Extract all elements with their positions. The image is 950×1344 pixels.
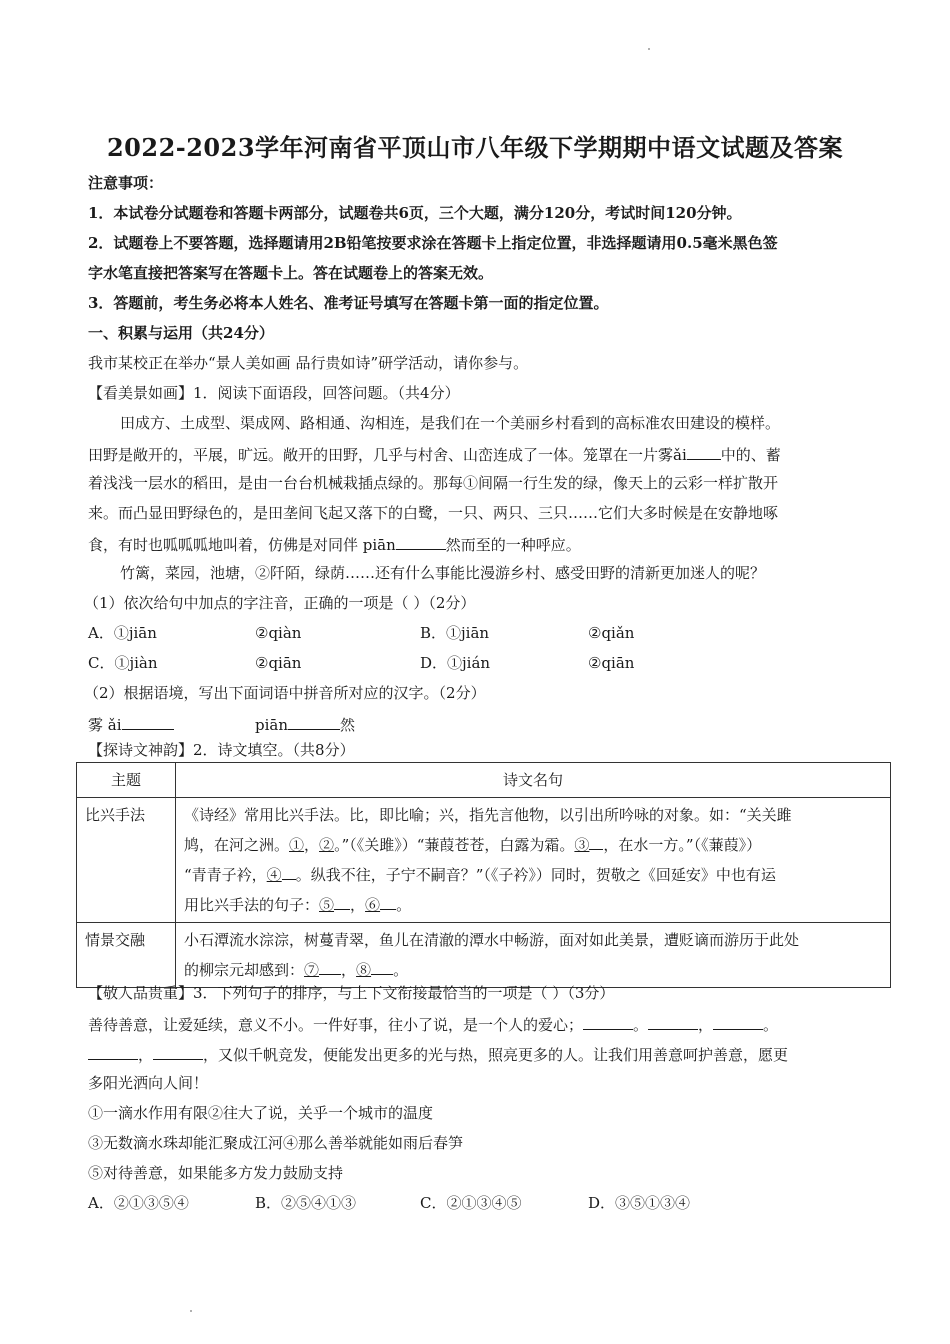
option-a-2: ②qiàn — [255, 624, 302, 642]
row1-end: 。 — [396, 896, 412, 914]
q3-line-1: 善待善意，让爱延续，意义不小。一件好事，往小了说，是一个人的爱心； 。 ， 。 — [88, 1013, 778, 1035]
option-d-2: ②qiān — [588, 654, 635, 672]
blank-5: ⑤ — [319, 896, 335, 914]
q3-option-b: B．②⑤④①③ — [255, 1194, 357, 1212]
q1-para-line-1: 田成方、土成型、渠成网、路相通、沟相连，是我们在一个美丽乡村看到的高标准农田建设的模样。 — [120, 414, 781, 432]
option-a: A．①jiān — [88, 624, 157, 642]
q1-para-line-2 — [88, 443, 781, 465]
blank-8: ⑧ — [356, 961, 372, 979]
row1-sep-2: ， — [350, 896, 366, 914]
blank-1: ① — [289, 836, 305, 854]
section1-intro: 我市某校正在举办“景人美如画 品行贵如诗”研学活动，请你参与。 — [88, 354, 529, 372]
q1-sub1: （1）依次给句中加点的字注音，正确的一项是（ ）（2分） — [84, 594, 476, 612]
q1-para-line-4: 来。而凸显田野绿色的，是田垄间飞起又落下的白鹭，一只、两只、三只……它们大多时候是在安静地啄 — [88, 504, 779, 522]
option-b-2: ②qiǎn — [588, 624, 635, 642]
row-text-qingjing — [176, 923, 891, 988]
row2-text-b: 的柳宗元却感到： — [184, 961, 305, 979]
row1-text-d: ，在水一方。”（《蒹葭》） — [603, 836, 762, 854]
notice-item-1: 1．本试卷分试题卷和答题卡两部分，试题卷共6页，三个大题，满分120分，考试时间120分钟。 — [88, 204, 742, 222]
q1-heading: 【看美景如画】1．阅读下面语段，回答问题。（共4分） — [88, 384, 460, 402]
poem-table — [76, 762, 891, 988]
table-header-row — [77, 763, 891, 798]
q1-para-line-5 — [88, 533, 581, 555]
row-theme-bixing: 比兴手法 — [77, 798, 176, 923]
q1-para-line-5-text: 食，有时也呱呱呱地叫着，仿佛是对同伴 piān — [88, 536, 396, 554]
q3-blank-4 — [88, 1043, 138, 1060]
scan-dot — [648, 48, 650, 50]
blank-pian — [396, 533, 446, 550]
q3-blank-1 — [583, 1013, 633, 1030]
notice-item-2-cont: 字水笔直接把答案写在答题卡上。答在试题卷上的答案无效。 — [88, 264, 494, 282]
table-header-theme: 主题 — [77, 763, 176, 798]
blank-2: ② — [319, 836, 335, 854]
row1-text-b: 鸠，在河之洲。 — [184, 836, 290, 854]
fill-ai-label: 雾 ǎi — [88, 716, 122, 734]
row-text-bixing — [176, 798, 891, 923]
blank-4-line — [282, 863, 296, 880]
q3-line-2: ， ，又似千帆竞发，便能发出更多的光与热，照亮更多的人。让我们用善意呵护善意，愿更 — [88, 1043, 788, 1065]
blank-7: ⑦ — [304, 961, 320, 979]
table-row — [77, 798, 891, 923]
page-title: 2022-2023学年河南省平顶山市八年级下学期期中语文试题及答案 — [106, 133, 844, 162]
scan-dot — [190, 1310, 192, 1312]
row1-text-f: 。纵我不往，子宁不嗣音？”（《子衿》）同时，贺敬之《回延安》中也有运 — [295, 866, 776, 884]
row2-text-a: 小石潭流水淙淙，树蔓青翠，鱼儿在清澈的潭水中畅游，面对如此美景，遭贬谪而游历于此处 — [184, 931, 800, 949]
q1-para-line-2-text: 田野是敞开的，平展，旷远。敞开的田野，几乎与村舍、山峦连成了一体。笼罩在一片雾ǎi — [88, 446, 687, 464]
q3-line-3: 多阳光洒向人间！ — [88, 1074, 209, 1092]
q3-line-1-text: 善待善意，让爱延续，意义不小。一件好事，往小了说，是一个人的爱心； — [88, 1016, 584, 1034]
option-c-2: ②qiān — [255, 654, 302, 672]
row2-end: 。 — [393, 961, 409, 979]
row1-text-g: 用比兴手法的句子： — [184, 896, 320, 914]
row-theme-qingjing: 情景交融 — [77, 923, 176, 988]
q3-sentence-2: ③无数滴水珠却能汇聚成江河④那么善举就能如雨后春笋 — [88, 1134, 464, 1152]
blank-7-line — [319, 958, 341, 975]
fill-pian-blank — [288, 713, 340, 730]
q3-blank-5 — [153, 1043, 203, 1060]
row1-text-e: “青青子衿， — [184, 866, 267, 884]
blank-5-line — [334, 893, 350, 910]
section1-heading: 一、积累与运用（共24分） — [88, 324, 274, 342]
fill-pian — [255, 713, 355, 735]
blank-4: ④ — [266, 866, 282, 884]
option-b: B．①jiān — [420, 624, 490, 642]
q3-sentence-1: ①一滴水作用有限②往大了说，关乎一个城市的温度 — [88, 1104, 434, 1122]
row1-text-c: 。”（《关雎》）“蒹葭苍苍，白露为霜。 — [334, 836, 575, 854]
fill-pian-tail: 然 — [340, 716, 356, 734]
blank-3: ③ — [574, 836, 590, 854]
q1-para-line-2-tail: 中的、蓄 — [720, 446, 781, 464]
blank-3-line — [589, 833, 603, 850]
fill-ai-blank — [122, 713, 174, 730]
q1-para-line-5-tail: 然而至的一种呼应。 — [445, 536, 581, 554]
q3-option-c: C．②①③④⑤ — [420, 1194, 522, 1212]
fill-pian-label: piān — [255, 716, 289, 734]
row1-text-a: 《诗经》常用比兴手法。比，即比喻；兴，指先言他物，以引出所吟咏的对象。如：“关关雎 — [184, 806, 792, 824]
table-header-lines: 诗文名句 — [176, 763, 891, 798]
row2-sep: ， — [341, 961, 357, 979]
q1-para-line-6: 竹篱，菜园，池塘，②阡陌，绿荫……还有什么事能比漫游乡村、感受田野的清新更加迷人的呢？ — [120, 564, 766, 582]
notice-item-3: 3．答题前，考生务必将本人姓名、准考证号填写在答题卡第一面的指定位置。 — [88, 294, 609, 312]
table-row — [77, 923, 891, 988]
option-d: D．①jián — [420, 654, 491, 672]
q2-heading: 【探诗文神韵】2．诗文填空。（共8分） — [88, 741, 355, 759]
notice-item-2: 2．试题卷上不要答题，选择题请用2B铅笔按要求涂在答题卡上指定位置，非选择题请用0.5毫米黑色签 — [88, 234, 778, 252]
blank-ai — [687, 443, 721, 460]
q3-line-2-text: ，又似千帆竞发，便能发出更多的光与热，照亮更多的人。让我们用善意呵护善意，愿更 — [203, 1046, 789, 1064]
q1-para-line-3: 着浅浅一层水的稻田，是由一台台机械栽插点绿的。那每①间隔一行生发的绿，像天上的云彩一样扩散开 — [88, 474, 779, 492]
blank-6: ⑥ — [365, 896, 381, 914]
option-c: C．①jiàn — [88, 654, 158, 672]
q1-sub2: （2）根据语境，写出下面词语中拼音所对应的汉字。（2分） — [84, 684, 486, 702]
q3-blank-2 — [648, 1013, 698, 1030]
row1-sep-1: ， — [304, 836, 320, 854]
q3-heading: 【敬人品贵重】3．下列句子的排序，与上下文衔接最恰当的一项是（ ）（3分） — [88, 984, 615, 1002]
q3-blank-3 — [713, 1013, 763, 1030]
q3-option-d: D．③⑤①③④ — [588, 1194, 691, 1212]
blank-8-line — [371, 958, 393, 975]
blank-6-line — [380, 893, 396, 910]
q3-option-a: A．②①③⑤④ — [88, 1194, 189, 1212]
fill-ai — [88, 713, 174, 735]
notice-heading: 注意事项： — [88, 174, 164, 192]
q3-sentence-3: ⑤对待善意，如果能多方发力鼓励支持 — [88, 1164, 344, 1182]
